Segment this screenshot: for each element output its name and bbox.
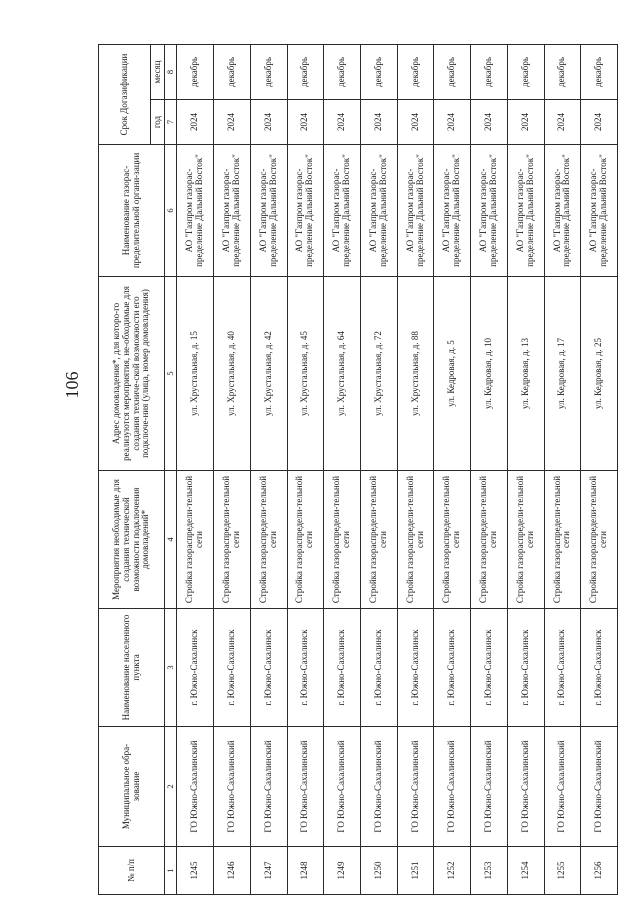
table-row [177, 45, 214, 895]
month-cell: декабрь [287, 45, 324, 100]
month-cell: декабрь [507, 45, 544, 100]
address-cell: ул. Хрустальная, д. 45 [287, 277, 324, 471]
settlement-cell: г. Южно-Сахалинск [214, 609, 251, 727]
event-cell: Стройка газораспредели-тельной сети [360, 471, 397, 609]
event-cell: Стройка газораспредели-тельной сети [397, 471, 434, 609]
organization-cell: АО "Газпром газорас-пределение Дальний Восток" [214, 145, 251, 277]
table-row [250, 45, 287, 895]
address-cell: ул. Кедровая, д. 5 [434, 277, 471, 471]
settlement-cell: г. Южно-Сахалинск [287, 609, 324, 727]
municipality-cell: ГО Южно-Сахалинский [177, 727, 214, 847]
municipality-cell: ГО Южно-Сахалинский [471, 727, 508, 847]
header-col4: Мероприятия необходимые для создания технической возможности подключения домовладений* [99, 471, 165, 609]
event-cell: Стройка газораспредели-тельной сети [434, 471, 471, 609]
row-number: 1246 [214, 847, 251, 895]
municipality-cell: ГО Южно-Сахалинский [214, 727, 251, 847]
year-cell: 2024 [287, 100, 324, 145]
table-row [471, 45, 508, 895]
year-cell: 2024 [434, 100, 471, 145]
settlement-cell: г. Южно-Сахалинск [507, 609, 544, 727]
organization-cell: АО "Газпром газорас-пределение Дальний Восток" [581, 145, 618, 277]
organization-cell: АО "Газпром газорас-пределение Дальний Восток" [177, 145, 214, 277]
header-col7-month: месяц [151, 45, 165, 100]
row-number: 1256 [581, 847, 618, 895]
month-cell: декабрь [471, 45, 508, 100]
municipality-cell: ГО Южно-Сахалинский [581, 727, 618, 847]
row-number: 1255 [544, 847, 581, 895]
municipality-cell: ГО Южно-Сахалинский [324, 727, 361, 847]
municipality-cell: ГО Южно-Сахалинский [434, 727, 471, 847]
event-cell: Стройка газораспредели-тельной сети [544, 471, 581, 609]
settlement-cell: г. Южно-Сахалинск [544, 609, 581, 727]
table-row [360, 45, 397, 895]
month-cell: декабрь [324, 45, 361, 100]
row-number: 1249 [324, 847, 361, 895]
month-cell: декабрь [360, 45, 397, 100]
municipality-cell: ГО Южно-Сахалинский [544, 727, 581, 847]
month-cell: декабрь [214, 45, 251, 100]
table-row [434, 45, 471, 895]
table-row [287, 45, 324, 895]
gasification-table [98, 44, 618, 895]
table-row [544, 45, 581, 895]
column-number: 3 [165, 609, 177, 727]
event-cell: Стройка газораспредели-тельной сети [250, 471, 287, 609]
municipality-cell: ГО Южно-Сахалинский [397, 727, 434, 847]
settlement-cell: г. Южно-Сахалинск [581, 609, 618, 727]
address-cell: ул. Хрустальная, д. 15 [177, 277, 214, 471]
column-number: 8 [165, 45, 177, 100]
event-cell: Стройка газораспредели-тельной сети [507, 471, 544, 609]
column-number: 4 [165, 471, 177, 609]
header-col7-year: год [151, 100, 165, 145]
organization-cell: АО "Газпром газорас-пределение Дальний Восток" [324, 145, 361, 277]
year-cell: 2024 [581, 100, 618, 145]
column-number: 2 [165, 727, 177, 847]
settlement-cell: г. Южно-Сахалинск [324, 609, 361, 727]
column-number-row [165, 45, 177, 895]
event-cell: Стройка газораспредели-тельной сети [287, 471, 324, 609]
settlement-cell: г. Южно-Сахалинск [471, 609, 508, 727]
organization-cell: АО "Газпром газорас-пределение Дальний Восток" [471, 145, 508, 277]
row-number: 1254 [507, 847, 544, 895]
year-cell: 2024 [250, 100, 287, 145]
table-row [397, 45, 434, 895]
table-row [507, 45, 544, 895]
header-col7: Срок Догазификации [99, 45, 151, 145]
address-cell: ул. Хрустальная, д. 40 [214, 277, 251, 471]
address-cell: ул. Хрустальная, д. 72 [360, 277, 397, 471]
year-cell: 2024 [544, 100, 581, 145]
address-cell: ул. Хрустальная, д. 42 [250, 277, 287, 471]
header-col6: Наименование газорас-пределительной органи-зации [99, 145, 165, 277]
month-cell: декабрь [177, 45, 214, 100]
address-cell: ул. Хрустальная, д. 64 [324, 277, 361, 471]
table-row [324, 45, 361, 895]
settlement-cell: г. Южно-Сахалинск [397, 609, 434, 727]
year-cell: 2024 [507, 100, 544, 145]
municipality-cell: ГО Южно-Сахалинский [507, 727, 544, 847]
rotated-document [98, 45, 618, 895]
header-col5: Адрес домовладения*, для которо-го реализуются мероприятия, не-обходимые для создания техниче-ской возможности его подключе-ния (улица, номер домовладения) [99, 277, 165, 471]
header-col3: Наименование населенного пункта [99, 609, 165, 727]
row-number: 1250 [360, 847, 397, 895]
settlement-cell: г. Южно-Сахалинск [250, 609, 287, 727]
row-number: 1248 [287, 847, 324, 895]
event-cell: Стройка газораспредели-тельной сети [177, 471, 214, 609]
organization-cell: АО "Газпром газорас-пределение Дальний Восток" [397, 145, 434, 277]
municipality-cell: ГО Южно-Сахалинский [250, 727, 287, 847]
column-number: 1 [165, 847, 177, 895]
settlement-cell: г. Южно-Сахалинск [177, 609, 214, 727]
address-cell: ул. Хрустальная, д. 88 [397, 277, 434, 471]
organization-cell: АО "Газпром газорас-пределение Дальний Восток" [544, 145, 581, 277]
column-number: 7 [165, 100, 177, 145]
month-cell: декабрь [250, 45, 287, 100]
settlement-cell: г. Южно-Сахалинск [360, 609, 397, 727]
organization-cell: АО "Газпром газорас-пределение Дальний Восток" [434, 145, 471, 277]
event-cell: Стройка газораспредели-тельной сети [471, 471, 508, 609]
address-cell: ул. Кедровая, д. 17 [544, 277, 581, 471]
month-cell: декабрь [397, 45, 434, 100]
header-col2: Муниципальное обра-зование [99, 727, 165, 847]
municipality-cell: ГО Южно-Сахалинский [360, 727, 397, 847]
year-cell: 2024 [471, 100, 508, 145]
year-cell: 2024 [177, 100, 214, 145]
municipality-cell: ГО Южно-Сахалинский [287, 727, 324, 847]
month-cell: декабрь [434, 45, 471, 100]
month-cell: декабрь [581, 45, 618, 100]
event-cell: Стройка газораспредели-тельной сети [214, 471, 251, 609]
row-number: 1251 [397, 847, 434, 895]
address-cell: ул. Кедровая, д. 10 [471, 277, 508, 471]
row-number: 1245 [177, 847, 214, 895]
address-cell: ул. Кедровая, д. 25 [581, 277, 618, 471]
event-cell: Стройка газораспредели-тельной сети [581, 471, 618, 609]
table-row [214, 45, 251, 895]
year-cell: 2024 [360, 100, 397, 145]
page-number: 106 [62, 371, 82, 399]
organization-cell: АО "Газпром газорас-пределение Дальний Восток" [360, 145, 397, 277]
row-number: 1253 [471, 847, 508, 895]
organization-cell: АО "Газпром газорас-пределение Дальний Восток" [287, 145, 324, 277]
column-number: 6 [165, 145, 177, 277]
year-cell: 2024 [324, 100, 361, 145]
month-cell: декабрь [544, 45, 581, 100]
year-cell: 2024 [397, 100, 434, 145]
header-col1: № п/п [99, 847, 165, 895]
row-number: 1252 [434, 847, 471, 895]
year-cell: 2024 [214, 100, 251, 145]
column-number: 5 [165, 277, 177, 471]
organization-cell: АО "Газпром газорас-пределение Дальний Восток" [507, 145, 544, 277]
settlement-cell: г. Южно-Сахалинск [434, 609, 471, 727]
event-cell: Стройка газораспредели-тельной сети [324, 471, 361, 609]
organization-cell: АО "Газпром газорас-пределение Дальний Восток" [250, 145, 287, 277]
address-cell: ул. Кедровая, д. 13 [507, 277, 544, 471]
row-number: 1247 [250, 847, 287, 895]
table-row [581, 45, 618, 895]
